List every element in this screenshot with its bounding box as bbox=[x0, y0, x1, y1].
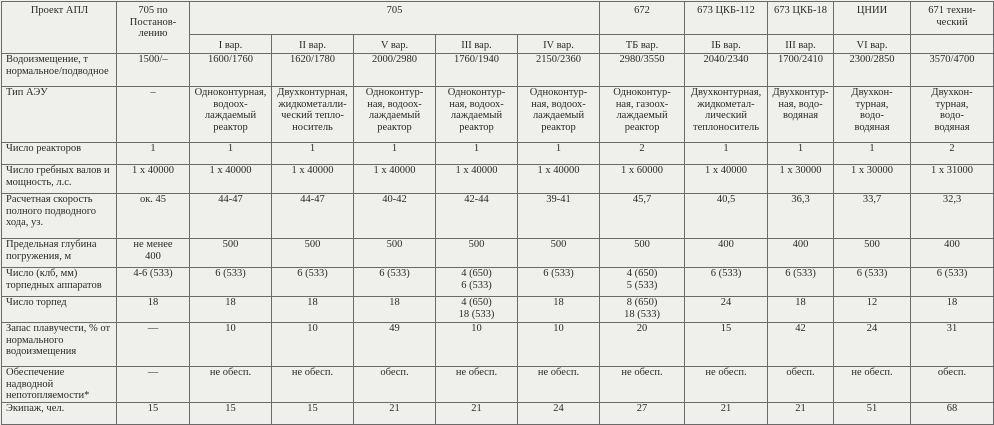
table-cell: Двухкон- турная, водо- водяная bbox=[911, 87, 994, 143]
table-cell: обесп. bbox=[911, 367, 994, 403]
variant-label: I вар. bbox=[190, 35, 272, 54]
table-cell: 6 (533) bbox=[768, 268, 834, 297]
table-cell: 1 х 40000 bbox=[354, 165, 436, 194]
table-cell: 2 bbox=[911, 143, 994, 165]
table-cell: 42 bbox=[768, 323, 834, 367]
table-cell: — bbox=[117, 323, 190, 367]
table-cell: 6 (533) bbox=[911, 268, 994, 297]
table-cell: 1 х 31000 bbox=[911, 165, 994, 194]
table-cell: 400 bbox=[685, 239, 768, 268]
table-cell: 40,5 bbox=[685, 194, 768, 239]
variant-label: ТБ вар. bbox=[600, 35, 685, 54]
variant-label: III вар. bbox=[436, 35, 518, 54]
table-row bbox=[2, 268, 994, 297]
table-cell: 500 bbox=[190, 239, 272, 268]
table-cell: 1 bbox=[834, 143, 911, 165]
table-cell: 18 bbox=[117, 297, 190, 323]
table-cell: 400 bbox=[768, 239, 834, 268]
table-cell: 10 bbox=[272, 323, 354, 367]
table-cell: Одноконтурная, водоох- лаждаемый реактор bbox=[190, 87, 272, 143]
table-cell: 6 (533) bbox=[190, 268, 272, 297]
table-cell: 4-6 (533) bbox=[117, 268, 190, 297]
table-cell: не обесп. bbox=[190, 367, 272, 403]
table-cell: Одноконтур- ная, водоох- лаждаемый реактор bbox=[436, 87, 518, 143]
table-body bbox=[2, 54, 994, 425]
table-cell: Одноконтур- ная, водоох- лаждаемый реактор bbox=[354, 87, 436, 143]
table-cell: 68 bbox=[911, 403, 994, 425]
header-cniii: ЦНИИ bbox=[834, 2, 911, 35]
table-cell: 1 bbox=[117, 143, 190, 165]
table-cell: 18 bbox=[190, 297, 272, 323]
table-cell: 15 bbox=[685, 323, 768, 367]
table-cell: 2040/2340 bbox=[685, 54, 768, 87]
table-cell: 6 (533) bbox=[685, 268, 768, 297]
table-cell: 49 bbox=[354, 323, 436, 367]
table-cell: Одноконтур- ная, газоох- лаждаемый реактор bbox=[600, 87, 685, 143]
table-cell: не обесп. bbox=[436, 367, 518, 403]
table-cell: 500 bbox=[600, 239, 685, 268]
table-cell: 1 х 40000 bbox=[518, 165, 600, 194]
header-705: 705 bbox=[190, 2, 600, 35]
table-cell: 1 х 40000 bbox=[436, 165, 518, 194]
table-cell: 400 bbox=[911, 239, 994, 268]
table-cell: 10 bbox=[518, 323, 600, 367]
table-cell: 32,3 bbox=[911, 194, 994, 239]
table-cell: 1 х 30000 bbox=[834, 165, 911, 194]
table-cell: 18 bbox=[911, 297, 994, 323]
table-cell: не обесп. bbox=[685, 367, 768, 403]
table-cell: 42-44 bbox=[436, 194, 518, 239]
table-cell: 1 х 30000 bbox=[768, 165, 834, 194]
header-673-ckb18: 673 ЦКБ-18 bbox=[768, 2, 834, 35]
table-cell: Двухконтур- ная, водо- водяная bbox=[768, 87, 834, 143]
table-cell: 1 х 40000 bbox=[272, 165, 354, 194]
header-row-projects bbox=[2, 2, 994, 35]
table-cell: 10 bbox=[190, 323, 272, 367]
table-cell: 15 bbox=[190, 403, 272, 425]
table-cell: ок. 45 bbox=[117, 194, 190, 239]
table-cell: 500 bbox=[354, 239, 436, 268]
table-cell: 2 bbox=[600, 143, 685, 165]
variant-label: IБ вар. bbox=[685, 35, 768, 54]
table-cell: 40-42 bbox=[354, 194, 436, 239]
table-cell: 6 (533) bbox=[272, 268, 354, 297]
header-672: 672 bbox=[600, 2, 685, 35]
table-cell: 18 bbox=[768, 297, 834, 323]
table-cell: 1500/– bbox=[117, 54, 190, 87]
header-705-decree: 705 по Постанов- лению bbox=[117, 2, 190, 54]
table-cell: — bbox=[117, 367, 190, 403]
table-cell: 500 bbox=[436, 239, 518, 268]
table-cell: Двухконтурная, жидкометал- лический теплоноситель bbox=[685, 87, 768, 143]
table-cell: 39-41 bbox=[518, 194, 600, 239]
table-cell: 36,3 bbox=[768, 194, 834, 239]
table-cell: 6 (533) bbox=[518, 268, 600, 297]
table-cell: 1 bbox=[768, 143, 834, 165]
table-cell: 15 bbox=[117, 403, 190, 425]
table-cell: 500 bbox=[834, 239, 911, 268]
table-row bbox=[2, 143, 994, 165]
row-label: Расчетная скорость полного подводного хода, уз. bbox=[2, 194, 117, 239]
table-cell: 20 bbox=[600, 323, 685, 367]
table-row bbox=[2, 54, 994, 87]
table-cell: 1600/1760 bbox=[190, 54, 272, 87]
table-cell: – bbox=[117, 87, 190, 143]
table-row bbox=[2, 323, 994, 367]
row-label: Число торпед bbox=[2, 297, 117, 323]
table-cell: 3570/4700 bbox=[911, 54, 994, 87]
table-cell: не обесп. bbox=[518, 367, 600, 403]
table-cell: 1 bbox=[518, 143, 600, 165]
table-cell: 27 bbox=[600, 403, 685, 425]
row-label: Обеспечение надводной непотопляемости* bbox=[2, 367, 117, 403]
table-cell: 2150/2360 bbox=[518, 54, 600, 87]
variant-label: V вар. bbox=[354, 35, 436, 54]
table-cell: 44-47 bbox=[190, 194, 272, 239]
table-cell: 6 (533) bbox=[354, 268, 436, 297]
table-cell: 1 bbox=[436, 143, 518, 165]
row-label: Тип АЭУ bbox=[2, 87, 117, 143]
table-cell: 18 bbox=[354, 297, 436, 323]
table-cell: Двухкон- турная, водо- водяная bbox=[834, 87, 911, 143]
table-cell: Двухконтурная, жидкометалли- ческий тепло- носитель bbox=[272, 87, 354, 143]
table-cell: Одноконтур- ная, водоох- лаждаемый реактор bbox=[518, 87, 600, 143]
table-cell: 24 bbox=[834, 323, 911, 367]
table-cell: 12 bbox=[834, 297, 911, 323]
table-cell: 2000/2980 bbox=[354, 54, 436, 87]
table-cell: 4 (650) 5 (533) bbox=[600, 268, 685, 297]
table-cell: 2980/3550 bbox=[600, 54, 685, 87]
table-cell: не обесп. bbox=[834, 367, 911, 403]
table-cell: 1 х 40000 bbox=[117, 165, 190, 194]
table-cell: обесп. bbox=[354, 367, 436, 403]
table-cell: 21 bbox=[436, 403, 518, 425]
table-cell: 1 bbox=[190, 143, 272, 165]
variant-label: IV вар. bbox=[518, 35, 600, 54]
table-cell: 1700/2410 bbox=[768, 54, 834, 87]
table-cell: 15 bbox=[272, 403, 354, 425]
table-cell: 1 bbox=[685, 143, 768, 165]
table-cell: 1760/1940 bbox=[436, 54, 518, 87]
row-label: Водоизмещение, т нормальное/подводное bbox=[2, 54, 117, 87]
table-cell: 45,7 bbox=[600, 194, 685, 239]
table-cell: 24 bbox=[685, 297, 768, 323]
table-cell: не обесп. bbox=[272, 367, 354, 403]
table-cell: 500 bbox=[272, 239, 354, 268]
table-cell: 1 х 60000 bbox=[600, 165, 685, 194]
table-cell: 1 bbox=[272, 143, 354, 165]
table-cell: 6 (533) bbox=[834, 268, 911, 297]
table-row bbox=[2, 87, 994, 143]
table-cell: 44-47 bbox=[272, 194, 354, 239]
table-cell: 8 (650) 18 (533) bbox=[600, 297, 685, 323]
table-row bbox=[2, 367, 994, 403]
table-cell: 1 bbox=[354, 143, 436, 165]
row-label: Предельная глубина погружения, м bbox=[2, 239, 117, 268]
variant-label-empty bbox=[911, 35, 994, 54]
variant-label: II вар. bbox=[272, 35, 354, 54]
row-label: Запас плавучести, % от нормального водоизмещения bbox=[2, 323, 117, 367]
table-cell: 1 х 40000 bbox=[190, 165, 272, 194]
table-cell: 18 bbox=[518, 297, 600, 323]
table-row bbox=[2, 239, 994, 268]
table-cell: 51 bbox=[834, 403, 911, 425]
table-row bbox=[2, 194, 994, 239]
table-cell: 2300/2850 bbox=[834, 54, 911, 87]
row-label: Число реакторов bbox=[2, 143, 117, 165]
table-cell: 21 bbox=[354, 403, 436, 425]
header-673-ckb112: 673 ЦКБ-112 bbox=[685, 2, 768, 35]
row-label: Число гребных валов и мощность, л.с. bbox=[2, 165, 117, 194]
table-cell: обесп. bbox=[768, 367, 834, 403]
table-row bbox=[2, 297, 994, 323]
table-row bbox=[2, 165, 994, 194]
table-cell: не менее 400 bbox=[117, 239, 190, 268]
table-cell: 4 (650) 6 (533) bbox=[436, 268, 518, 297]
table-cell: 4 (650) 18 (533) bbox=[436, 297, 518, 323]
table-cell: 1620/1780 bbox=[272, 54, 354, 87]
table-cell: 24 bbox=[518, 403, 600, 425]
table-cell: 21 bbox=[768, 403, 834, 425]
table-cell: 10 bbox=[436, 323, 518, 367]
row-label: Экипаж, чел. bbox=[2, 403, 117, 425]
header-project: Проект АПЛ bbox=[2, 2, 117, 54]
variant-label: III вар. bbox=[768, 35, 834, 54]
row-label: Число (клб, мм) торпедных аппаратов bbox=[2, 268, 117, 297]
table-cell: 33,7 bbox=[834, 194, 911, 239]
submarine-projects-table bbox=[1, 1, 994, 425]
header-671: 671 техни- ческий bbox=[911, 2, 994, 35]
table-cell: не обесп. bbox=[600, 367, 685, 403]
table-cell: 21 bbox=[685, 403, 768, 425]
table-cell: 500 bbox=[518, 239, 600, 268]
table-row bbox=[2, 403, 994, 425]
table-cell: 1 х 40000 bbox=[685, 165, 768, 194]
variant-label: VI вар. bbox=[834, 35, 911, 54]
table-cell: 18 bbox=[272, 297, 354, 323]
table-cell: 31 bbox=[911, 323, 994, 367]
